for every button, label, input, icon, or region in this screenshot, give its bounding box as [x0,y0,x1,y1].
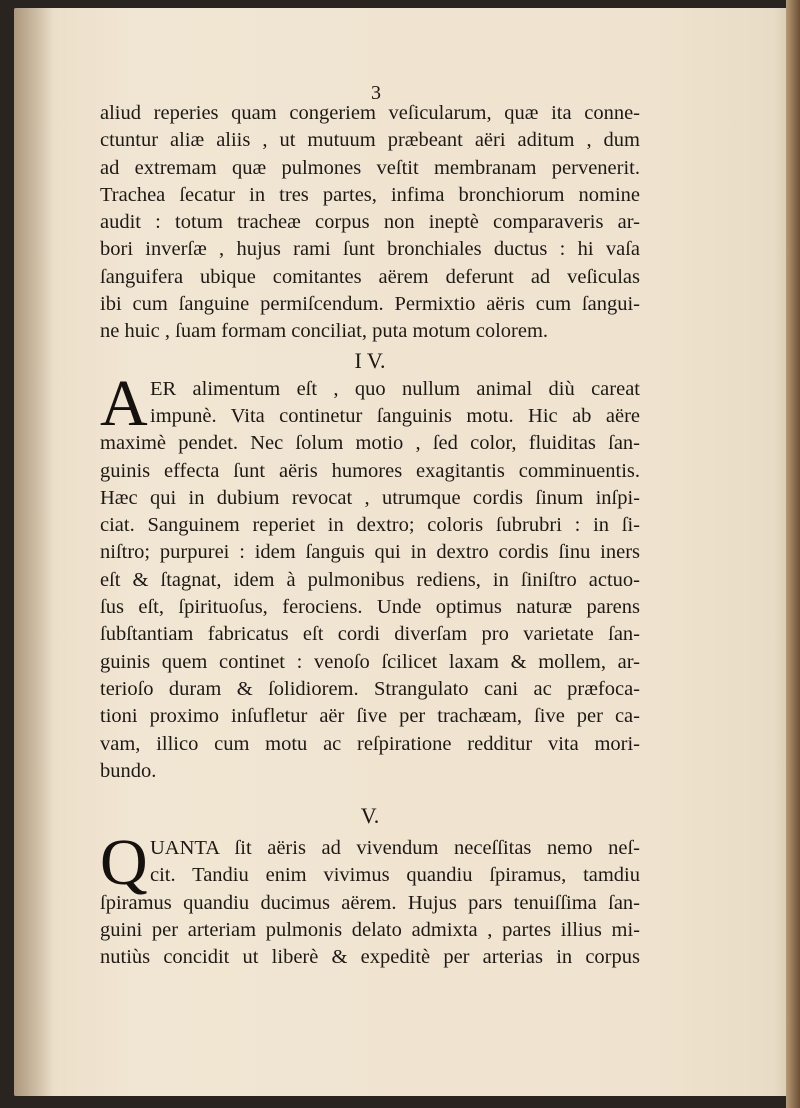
drop-cap: A [100,366,148,440]
text-line: guinis effecta ſunt aëris humores exagitantis comminuentis. [100,459,640,482]
text-line: eſt & ſtagnat, idem à pulmonibus rediens, in ſiniſtro actuo- [100,568,640,591]
text-line: ſubſtantiam fabricatus eſt cordi diverſam pro varietate ſan- [100,623,640,646]
text-line: vam, illico cum motu ac reſpiratione redditur vita mori- [100,732,640,755]
text-line: ad extremam quæ pulmones veſtit membranam pervenerit. [100,156,640,179]
text-line: maximè pendet. Nec ſolum motio , ſed color, fluiditas ſan- [100,432,640,455]
text-line: guinis quem continet : venoſo ſcilicet laxam & mollem, ar- [100,650,640,673]
text-line: audit : totum tracheæ corpus non ineptè comparaveris ar- [100,211,640,234]
section-2 [100,366,640,785]
text-line: ſus eſt, ſpirituoſus, ferociens. Unde optimus naturæ parens [100,596,640,619]
text-line: terioſo duram & ſolidiorem. Strangulato cani ac præfoca- [100,677,640,700]
text-line: ne huic , ſuam formam conciliat, puta motum colorem. [100,320,549,343]
text-line: ibi cum ſanguine permiſcendum. Permixtio aëris cum ſangui- [100,293,640,316]
text-line: Trachea ſecatur in tres partes, infima bronchiorum nomine [100,183,640,206]
section-3 [100,826,640,971]
text-line: ciat. Sanguinem reperiet in dextro; coloris ſubrubri : in ſi- [100,514,640,537]
text-line: Hæc qui in dubium revocat , utrumque cordis ſinum inſpi- [100,486,640,509]
text-line: aliud reperies quam congeriem veſicularum, quæ ita conne- [100,102,640,124]
text-line: niſtro; purpurei : idem ſanguis qui in dextro cordis ſinu iners [100,541,640,564]
text-line: tioni proximo inſufletur aër ſive per trachæam, ſive per ca- [100,705,640,728]
text-line: ctuntur aliæ aliis , ut mutuum præbeant aëri aditum , dum [100,129,640,152]
drop-cap: Q [100,826,148,900]
text-line: UANTA ſit aëris ad vivendum neceſſitas nemo neſ- [150,837,640,860]
section-heading-iv: I V. [354,347,386,373]
text-line: bundo. [100,759,157,782]
book-spine-shadow [14,8,54,1096]
text-line: ſpiramus quandiu ducimus aërem. Hujus pars tenuiſſima ſan- [100,891,640,914]
page-edge [786,0,800,1108]
section-1 [100,100,640,346]
text-line: cit. Tandiu enim vivimus quandiu ſpiramus, tamdiu [150,864,640,887]
section-heading-v: V. [360,803,380,829]
text-line: impunè. Vita continetur ſanguinis motu. Hic ab aëre [150,404,640,427]
text-line: bori inverſæ , hujus rami ſunt bronchiales ductus : hi vaſa [100,238,640,261]
text-line: ER alimentum eſt , quo nullum animal diù careat [150,377,640,400]
text-line: ſanguifera ubique comitantes aërem deferunt ad veſiculas [100,265,640,288]
page-number: 3 [371,82,381,104]
page-body [100,100,640,972]
text-line: guini per arteriam pulmonis delato admixta , partes illius mi- [100,919,640,942]
text-line: nutiùs concidit ut liberè & expeditè per arterias in corpus [100,946,640,969]
